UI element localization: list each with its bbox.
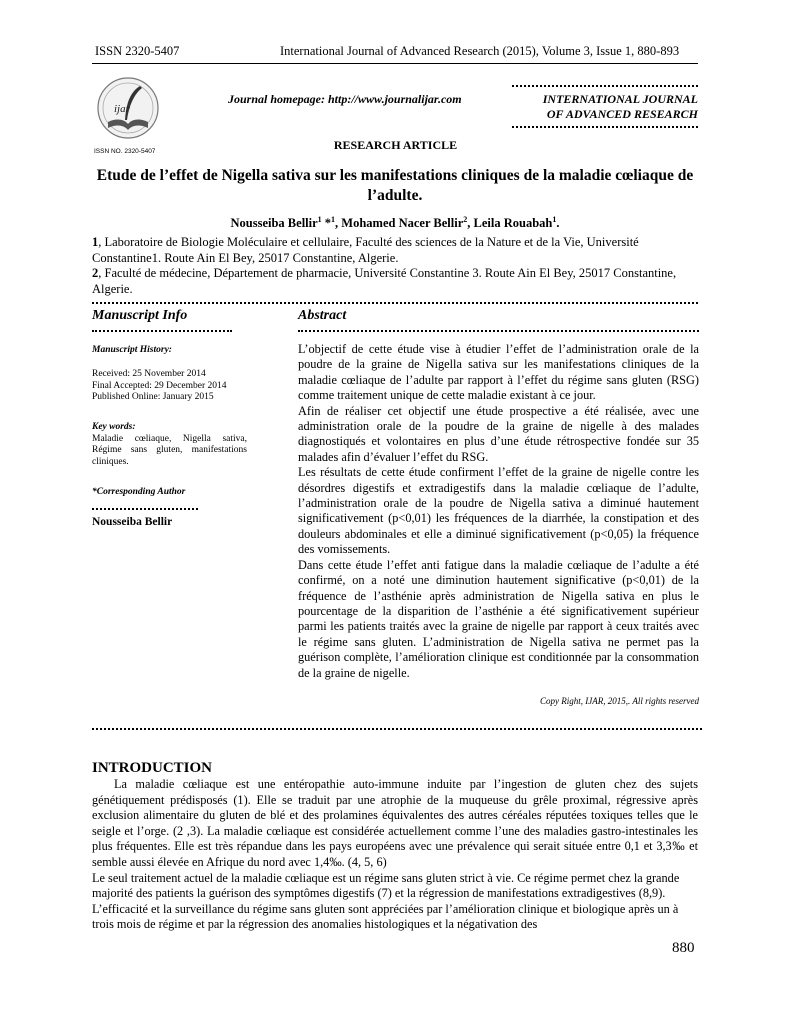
abstract-paragraph-3: Les résultats de cette étude confirment l’effet de la graine de nigelle contre les désordres digestifs et extradigestifs dans la maladie cœliaque de l’adulte, l’administration orale de la poudre de Nigella sativa a diminué hautement significativement (p<0,01) les fréquences de la diarrhée, la constipation et des douleurs abdominales et elle a diminué significativement (p<0,05) la fréquence des vomissements. (298, 465, 699, 557)
manuscript-dates (92, 369, 247, 404)
author-1-affil: 1 (317, 214, 322, 224)
affiliations (92, 235, 698, 297)
author-1-affil-2: 1 (331, 214, 336, 224)
author-2: , Mohamed Nacer Bellir (335, 216, 464, 230)
abstract-heading: Abstract (298, 308, 347, 323)
info-top-dots (92, 302, 698, 304)
corresponding-name: Nousseiba Bellir (92, 516, 173, 528)
introduction-heading: INTRODUCTION (92, 760, 213, 776)
manuscript-info-heading: Manuscript Info (92, 308, 188, 323)
keywords: Maladie cœliaque, Nigella sativa, Régime sans gluten, manifestations cliniques. (92, 433, 247, 467)
journal-name-line2: OF ADVANCED RESEARCH (546, 107, 698, 121)
author-3-affil: 1 (552, 214, 557, 224)
corresponding-label: *Corresponding Author (92, 487, 186, 497)
abstract-paragraph-2: Afin de réaliser cet objectif une étude prospective a été réalisée, avec une administration orale de la poudre de la graine de nigelle à des malades diagnostiqués et volontaires en plus d’une étude rétrospective fondée sur 35 malades afin d’évaluer l’effet du RSG. (298, 403, 699, 464)
journal-homepage-link[interactable]: Journal homepage: http://www.journalijar.com (228, 92, 462, 106)
author-2-affil: 2 (463, 214, 468, 224)
authors (92, 216, 698, 231)
abstract-paragraph-1: L’objectif de cette étude vise à étudier l’effet de l’administration orale de la poudre de la graine de Nigella sativa sur les manifestations cliniques de la maladie cœliaque de l’adulte par rapport à l’effet du régime sans gluten (RSG) comme traitement unique de cette maladie existant à ce jour. (298, 342, 699, 403)
affiliation-1-text: , Laboratoire de Biologie Moléculaire et cellulaire, Faculté des sciences de la Nature et de la Vie, Université Constantine1. Route Ain El Bey, 25017 Constantine, Algerie. (92, 235, 639, 265)
introduction-text (92, 777, 698, 933)
issn: ISSN 2320-5407 (95, 44, 180, 58)
journal-reference: International Journal of Advanced Research (2015), Volume 3, Issue 1, 880-893 (280, 44, 680, 58)
accepted-date: Final Accepted: 29 December 2014 (92, 380, 227, 391)
journal-name-top-dots (512, 85, 698, 87)
logo-text: ijar (114, 103, 130, 115)
article-title: Etude de l’effet de Nigella sativa sur les manifestations cliniques de la maladie cœliaque de l’adulte. (96, 167, 694, 204)
authors-end: . (556, 216, 560, 230)
page-number: 880 (672, 940, 695, 956)
affiliation-2-num: 2 (92, 266, 99, 280)
abstract-paragraph-4: Dans cette étude l’effet anti fatigue dans la maladie cœliaque de l’adulte a été confirmé, on a noté une diminution hautement significative (p<0,01) de la fréquence de l’asthénie après administration de Nigella sativa en plus le pourcentage de la disparition de l’asthénie a été significativement supérieur parmi les patients traités avec la graine de nigelle par rapport à ceux traités avec le régime sans gluten. L’administration de Nigella sativa ne permet pas la guérison complète, l’amélioration clinique est conditionnée par la consommation de la graine de nigelle. (298, 557, 699, 680)
abstract-dots (298, 330, 699, 332)
affiliation-2-text: , Faculté de médecine, Département de pharmacie, Université Constantine 3. Route Ain El Bey, 25017 Constantine, Algerie. (92, 266, 677, 296)
intro-paragraph-2: Le seul traitement actuel de la maladie cœliaque est un régime sans gluten strict à vie. Ce régime permet chez la grande majorité des patients la guérison des symptômes digestifs (7) et la régression de manifestations extradigestives (8,9). L’efficacité et la surveillance du régime sans gluten sont appréciées par l’amélioration clinique et biologique après un à trois mois de régime et par la régression des anomalies histologiques et la négativation des (92, 870, 680, 932)
keywords-block (92, 422, 247, 468)
manuscript-info-dots (92, 330, 232, 332)
article-type: RESEARCH ARTICLE (333, 138, 458, 152)
published-date: Published Online: January 2015 (92, 392, 214, 402)
manuscript-history (92, 345, 247, 357)
abstract-bottom-dots (92, 728, 702, 730)
copyright: Copy Right, IJAR, 2015,. All rights reserved (540, 696, 699, 706)
author-1: Nousseiba Bellir (230, 216, 318, 230)
received-date: Received: 25 November 2014 (92, 369, 206, 379)
author-1-star: * (321, 216, 332, 230)
keywords-label: Key words: (92, 422, 136, 432)
affiliation-2 (92, 266, 698, 297)
journal-name-line1: INTERNATIONAL JOURNAL (542, 92, 698, 106)
history-label: Manuscript History: (92, 345, 172, 355)
journal-name-bottom-dots (512, 126, 698, 128)
corresponding-block (92, 487, 247, 499)
affiliation-1 (92, 235, 698, 266)
logo-issn-caption: ISSN NO. 2320-5407 (94, 148, 156, 155)
header-rule (92, 63, 698, 64)
author-3: , Leila Rouabah (467, 216, 553, 230)
abstract-text (298, 342, 699, 681)
corresponding-dots (92, 508, 198, 510)
intro-paragraph-1: La maladie cœliaque est une entéropathie auto-immune induite par l’ingestion de gluten chez des sujets génétiquement prédisposés (1). Elle se traduit par une atrophie de la muqueuse du grêle proximal, régressive après exclusion alimentaire du gluten de blé et des prolamines équivalentes des autres céréales réputées toxiques telles que le seigle et l’orge. (2 ,3). La maladie cœliaque est considérée actuellement comme l’une des maladies gastro-intestinales les plus fréquentes. Elle est très répandue dans les pays européens avec une prévalence qui serait située entre 0,1 et 3,3‰ et semble aussi élevée en Afrique du nord avec 1,4‰. (4, 5, 6) (92, 777, 698, 869)
journal-name (522, 92, 698, 122)
affiliation-1-num: 1 (92, 235, 99, 249)
